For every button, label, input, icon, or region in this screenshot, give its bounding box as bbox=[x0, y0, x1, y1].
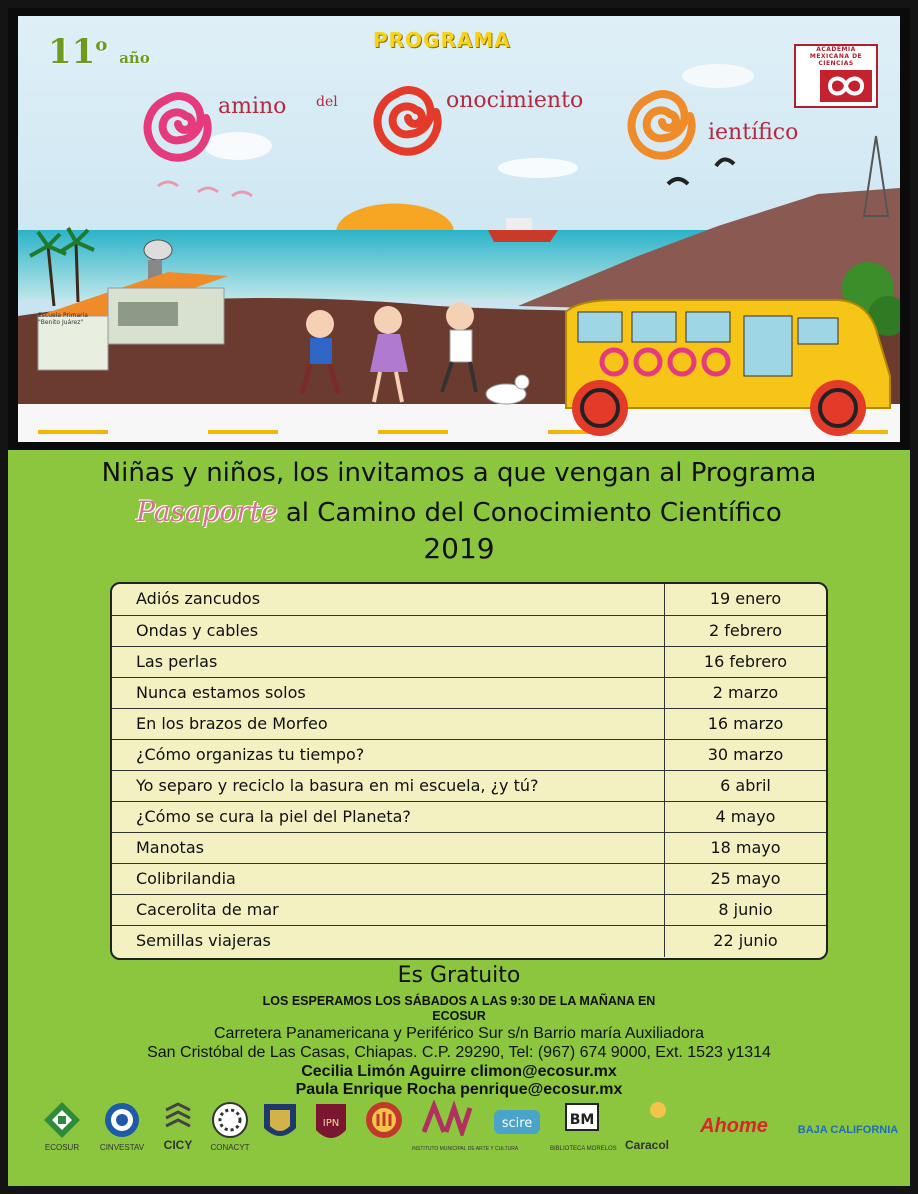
illustrated-banner bbox=[8, 8, 910, 450]
session-date: 2 febrero bbox=[664, 616, 826, 647]
edition-ordinal: o bbox=[95, 34, 108, 56]
ecosur-logo bbox=[40, 1100, 84, 1152]
session-title: Las perlas bbox=[136, 652, 218, 671]
session-title: Nunca estamos solos bbox=[136, 683, 306, 702]
session-title: Yo separo y reciclo la basura en mi escuela, ¿y tú? bbox=[136, 776, 539, 795]
address-line-2: San Cristóbal de Las Casas, Chiapas. C.P. 29290, Tel: (967) 674 9000, Ext. 1523 y1314 bbox=[147, 1044, 771, 1061]
poster bbox=[8, 8, 910, 1186]
session-date: 2 marzo bbox=[664, 678, 826, 709]
unam-logo bbox=[260, 1100, 300, 1152]
logo-label: CICY bbox=[163, 1138, 193, 1152]
session-title: Cacerolita de mar bbox=[136, 900, 279, 919]
schedule-row bbox=[112, 770, 826, 801]
school-sign: Escuela Primaria "Benito Juárez" bbox=[38, 312, 88, 326]
session-title: En los brazos de Morfeo bbox=[136, 714, 328, 733]
scire-logo bbox=[492, 1100, 542, 1152]
logo-label: CINVESTAV bbox=[99, 1143, 145, 1152]
biblioteca-morelos-logo bbox=[550, 1100, 617, 1152]
schedule-row bbox=[112, 863, 826, 894]
title-word-conocimiento: onocimiento bbox=[446, 88, 584, 113]
schedule-row bbox=[112, 739, 826, 770]
schedule-row bbox=[112, 708, 826, 739]
logo-label: BAJA CALIFORNIA bbox=[797, 1124, 899, 1136]
session-date: 25 mayo bbox=[664, 864, 826, 895]
edition-word: año bbox=[119, 49, 150, 67]
invitation-line-2 bbox=[8, 495, 910, 530]
edition-number: 11 bbox=[48, 32, 96, 72]
address-line-1: Carretera Panamericana y Periférico Sur s/n Barrio maría Auxiliadora bbox=[214, 1025, 704, 1042]
baja-california-logo bbox=[796, 1100, 900, 1152]
programa-heading: PROGRAMA bbox=[373, 28, 511, 52]
session-title: Manotas bbox=[136, 838, 204, 857]
schedule-table bbox=[110, 582, 828, 960]
pasaporte-word: Pasaporte bbox=[136, 495, 278, 528]
invitation-line-1: Niñas y niños, los invitamos a que vengan al Programa bbox=[101, 458, 817, 488]
cinvestav-logo bbox=[100, 1100, 144, 1152]
sponsor-logos bbox=[8, 1100, 910, 1156]
session-date: 19 enero bbox=[664, 584, 826, 615]
svg-text:scire: scire bbox=[501, 1116, 533, 1131]
logo-label: INSTITUTO MUNICIPAL DE ARTE Y CULTURA bbox=[412, 1146, 519, 1152]
session-title: Adiós zancudos bbox=[136, 589, 261, 608]
title-word-camino: amino bbox=[218, 94, 287, 119]
session-title: ¿Cómo organizas tu tiempo? bbox=[136, 745, 365, 764]
ahome-logo bbox=[688, 1100, 780, 1152]
contact-cecilia: Cecilia Limón Aguirre climon@ecosur.mx bbox=[301, 1063, 617, 1080]
logo-label: ECOSUR bbox=[44, 1143, 80, 1152]
ipn-logo bbox=[314, 1100, 348, 1152]
svg-text:IPN: IPN bbox=[322, 1118, 340, 1129]
session-date: 30 marzo bbox=[664, 740, 826, 771]
session-title: Semillas viajeras bbox=[136, 931, 271, 950]
session-date: 22 junio bbox=[664, 926, 826, 957]
session-title: Ondas y cables bbox=[136, 621, 259, 640]
invitation-year: 2019 bbox=[423, 532, 495, 565]
schedule-row bbox=[112, 925, 826, 956]
session-title: ¿Cómo se cura la piel del Planeta? bbox=[136, 807, 411, 826]
session-date: 4 mayo bbox=[664, 802, 826, 833]
schedule-row bbox=[112, 677, 826, 708]
session-date: 8 junio bbox=[664, 895, 826, 926]
session-title: Colibrilandia bbox=[136, 869, 236, 888]
invitation-line-2-rest: al Camino del Conocimiento Científico bbox=[277, 498, 782, 528]
schedule-row bbox=[112, 801, 826, 832]
logo-label: CONACYT bbox=[210, 1143, 250, 1152]
schedule-row bbox=[112, 646, 826, 677]
schedule-notice-line-2: ECOSUR bbox=[432, 1009, 486, 1023]
cicy-logo bbox=[158, 1100, 198, 1152]
contact-paula: Paula Enrique Rocha penrique@ecosur.mx bbox=[295, 1081, 623, 1098]
schedule-notice bbox=[8, 994, 910, 1024]
logo-label: Caracol bbox=[624, 1138, 670, 1152]
session-date: 6 abril bbox=[664, 771, 826, 802]
caracol-logo bbox=[616, 1100, 678, 1152]
schedule-row bbox=[112, 832, 826, 863]
edition-badge bbox=[48, 32, 150, 72]
schedule-notice-line-1: LOS ESPERAMOS LOS SÁBADOS A LAS 9:30 DE LA MAÑANA EN bbox=[262, 994, 656, 1008]
title-word-del: del bbox=[316, 94, 338, 110]
title-word-cientifico: ientífico bbox=[708, 120, 799, 145]
academia-mexicana-de-ciencias-text: ACADEMIA MEXICANA DE CIENCIAS bbox=[809, 46, 863, 67]
free-admission-heading: Es Gratuito bbox=[397, 963, 521, 988]
conacyt-logo bbox=[210, 1100, 250, 1152]
svg-text:BM: BM bbox=[569, 1112, 595, 1128]
logo-label: BIBLIOTECA MORELOS bbox=[550, 1146, 617, 1152]
invitation-text bbox=[8, 456, 910, 566]
banner-illustration bbox=[18, 16, 900, 442]
schedule-row bbox=[112, 894, 826, 925]
logo-label: Ahome bbox=[700, 1115, 768, 1137]
schedule-row bbox=[112, 584, 826, 615]
seal-logo bbox=[364, 1100, 404, 1152]
session-date: 18 mayo bbox=[664, 833, 826, 864]
session-date: 16 febrero bbox=[664, 647, 826, 678]
session-date: 16 marzo bbox=[664, 709, 826, 740]
schedule-row bbox=[112, 615, 826, 646]
